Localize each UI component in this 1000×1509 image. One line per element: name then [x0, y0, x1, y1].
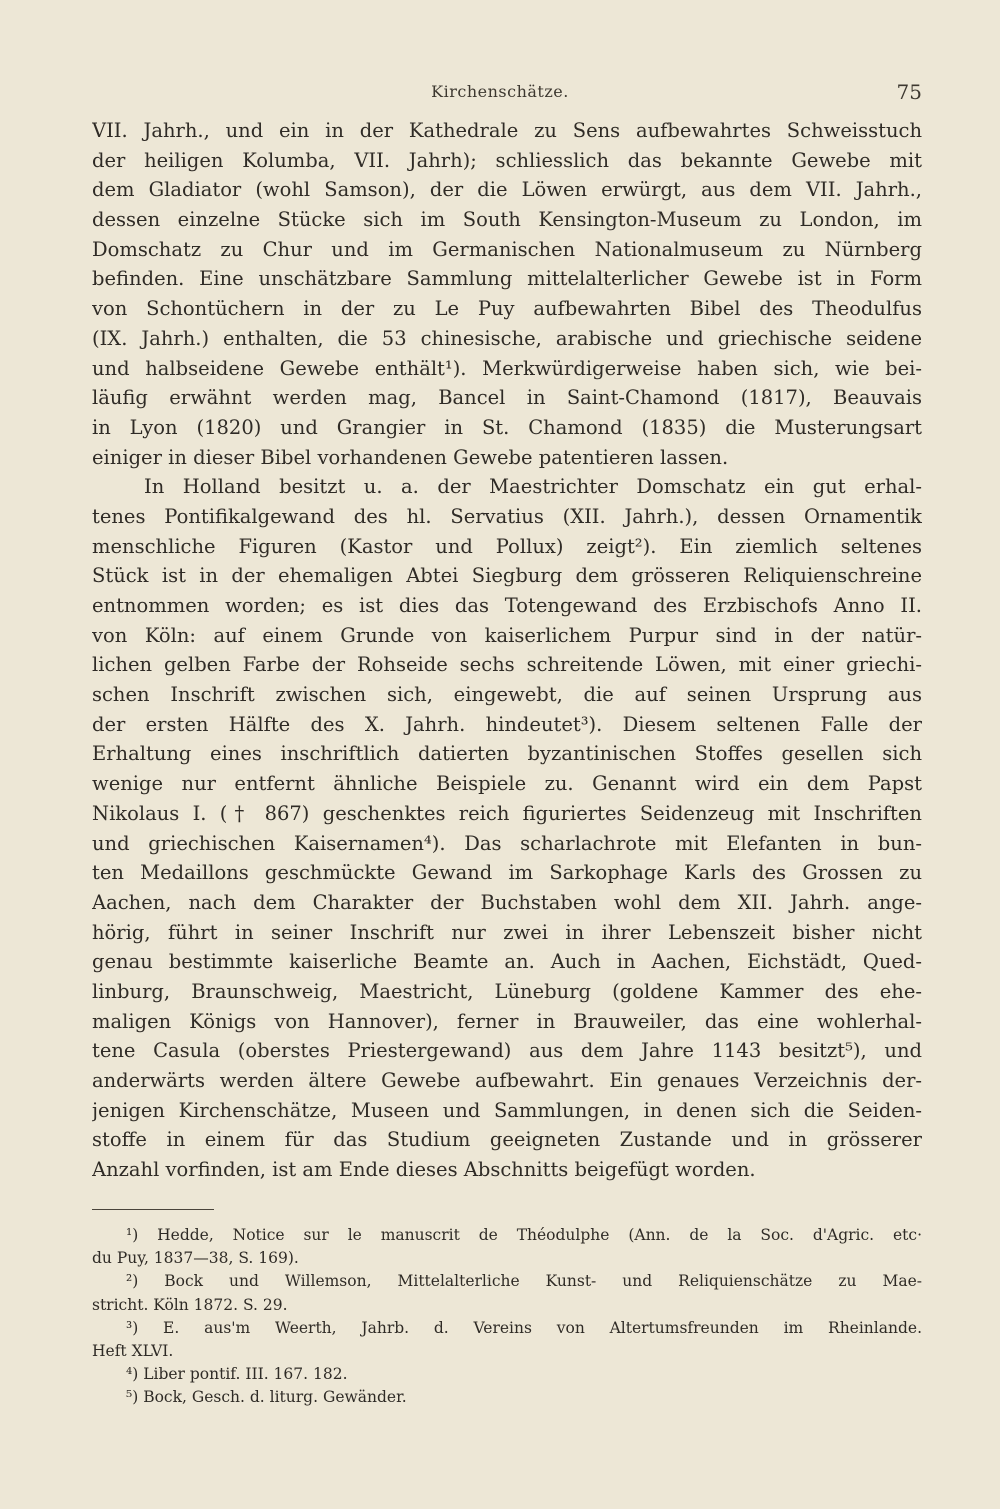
text-line: (IX. Jahrh.) enthalten, die 53 chinesische, arabische und griechische seidene [92, 326, 922, 350]
text-line: lichen gelben Farbe der Rohseide sechs schreitende Löwen, mit einer griechi- [92, 653, 922, 677]
text-line: tenes Pontifikalgewand des hl. Servatius (XII. Jahrh.), dessen Ornamentik [92, 504, 922, 528]
text-line: einiger in dieser Bibel vorhandenen Gewebe patentieren lassen. [92, 445, 729, 469]
text-line: ten Medaillons geschmückte Gewand im Sarkophage Karls des Grossen zu [92, 861, 922, 885]
text-line: und halbseidene Gewebe enthält¹). Merkwürdigerweise haben sich, wie bei- [92, 356, 922, 380]
text-line: maligen Königs von Hannover), ferner in Brauweiler, das eine wohlerhal- [92, 1009, 922, 1033]
text-line: In Holland besitzt u. a. der Maestrichter Domschatz ein gut erhal- [144, 475, 922, 499]
body-text [92, 116, 922, 1185]
text-line: Erhaltung eines inschriftlich datierten byzantinischen Stoffes gesellen sich [92, 742, 922, 766]
text-line: Nikolaus I. († 867) geschenktes reich figuriertes Seidenzeug mit Inschriften [92, 801, 922, 825]
text-line: jenigen Kirchenschätze, Museen und Sammlungen, in denen sich die Seiden- [92, 1098, 922, 1122]
footnote-line: du Puy, 1837—38, S. 169). [92, 1249, 299, 1268]
footnote-line: Heft XLVI. [92, 1341, 174, 1360]
footnote-line: ³) E. aus'm Weerth, Jahrb. d. Vereins von Altertumsfreunden im Rheinlande. [126, 1318, 922, 1337]
text-line: befinden. Eine unschätzbare Sammlung mittelalterlicher Gewebe ist in Form [92, 267, 922, 291]
text-line: schen Inschrift zwischen sich, eingewebt, die auf seinen Ursprung aus [92, 683, 922, 707]
text-line: anderwärts werden ältere Gewebe aufbewahrt. Ein genaues Verzeichnis der- [92, 1069, 922, 1092]
footnote-line: stricht. Köln 1872. S. 29. [92, 1295, 288, 1314]
text-line: hörig, führt in seiner Inschrift nur zwei in ihrer Lebenszeit bisher nicht [92, 920, 922, 944]
text-line: tene Casula (oberstes Priestergewand) aus dem Jahre 1143 besitzt⁵), und [92, 1039, 922, 1063]
text-line: stoffe in einem für das Studium geeigneten Zustande und in grösserer [92, 1128, 922, 1152]
running-title: Kirchenschätze. [431, 82, 569, 101]
page-number: 75 [896, 80, 922, 104]
text-line: VII. Jahrh., und ein in der Kathedrale zu Sens aufbewahrtes Schweisstuch [92, 119, 922, 142]
text-line: linburg, Braunschweig, Maestricht, Lüneburg (goldene Kammer des ehe- [92, 979, 922, 1003]
text-line: wenige nur entfernt ähnliche Beispiele zu. Genannt wird ein dem Papst [92, 772, 922, 796]
footnote-line: ²) Bock und Willemson, Mittelalterliche Kunst- und Reliquienschätze zu Mae- [126, 1272, 922, 1291]
text-line: dessen einzelne Stücke sich im South Kensington-Museum zu London, im [92, 208, 922, 232]
text-line: Aachen, nach dem Charakter der Buchstaben wohl dem XII. Jahrh. ange- [92, 890, 922, 914]
footnote-line: ⁵) Bock, Gesch. d. liturg. Gewänder. [126, 1388, 407, 1407]
text-line: in Lyon (1820) und Grangier in St. Chamond (1835) die Musterungsart [92, 415, 922, 439]
footnote-line: ⁴) Liber pontif. III. 167. 182. [126, 1365, 348, 1384]
text-line: von Köln: auf einem Grunde von kaiserlichem Purpur sind in der natür- [92, 623, 922, 647]
text-line: läufig erwähnt werden mag, Bancel in Saint-Chamond (1817), Beauvais [92, 386, 922, 410]
text-line: und griechischen Kaisernamen⁴). Das scharlachrote mit Elefanten in bun- [92, 831, 922, 855]
text-line: genau bestimmte kaiserliche Beamte an. Auch in Aachen, Eichstädt, Qued- [92, 950, 922, 974]
text-line: Domschatz zu Chur und im Germanischen Nationalmuseum zu Nürnberg [92, 237, 922, 261]
footnote-rule [92, 1209, 214, 1210]
text-line: Stück ist in der ehemaligen Abtei Siegburg dem grösseren Reliquienschreine [92, 564, 922, 588]
text-line: Anzahl vorfinden, ist am Ende dieses Abschnitts beigefügt worden. [92, 1158, 756, 1182]
text-line: dem Gladiator (wohl Samson), der die Löwen erwürgt, aus dem VII. Jahrh., [92, 178, 922, 202]
text-line: menschliche Figuren (Kastor und Pollux) zeigt²). Ein ziemlich seltenes [92, 534, 922, 558]
text-line: von Schontüchern in der zu Le Puy aufbewahrten Bibel des Theodulfus [92, 297, 922, 321]
footnotes [92, 1224, 922, 1410]
text-line: entnommen worden; es ist dies das Totengewand des Erzbischofs Anno II. [92, 594, 922, 617]
text-line: der ersten Hälfte des X. Jahrh. hindeutet³). Diesem seltenen Falle der [92, 712, 922, 736]
text-line: der heiligen Kolumba, VII. Jahrh); schliesslich das bekannte Gewebe mit [92, 148, 922, 172]
footnote-line: ¹) Hedde, Notice sur le manuscrit de Théodulphe (Ann. de la Soc. d'Agric. etc· [126, 1226, 922, 1244]
